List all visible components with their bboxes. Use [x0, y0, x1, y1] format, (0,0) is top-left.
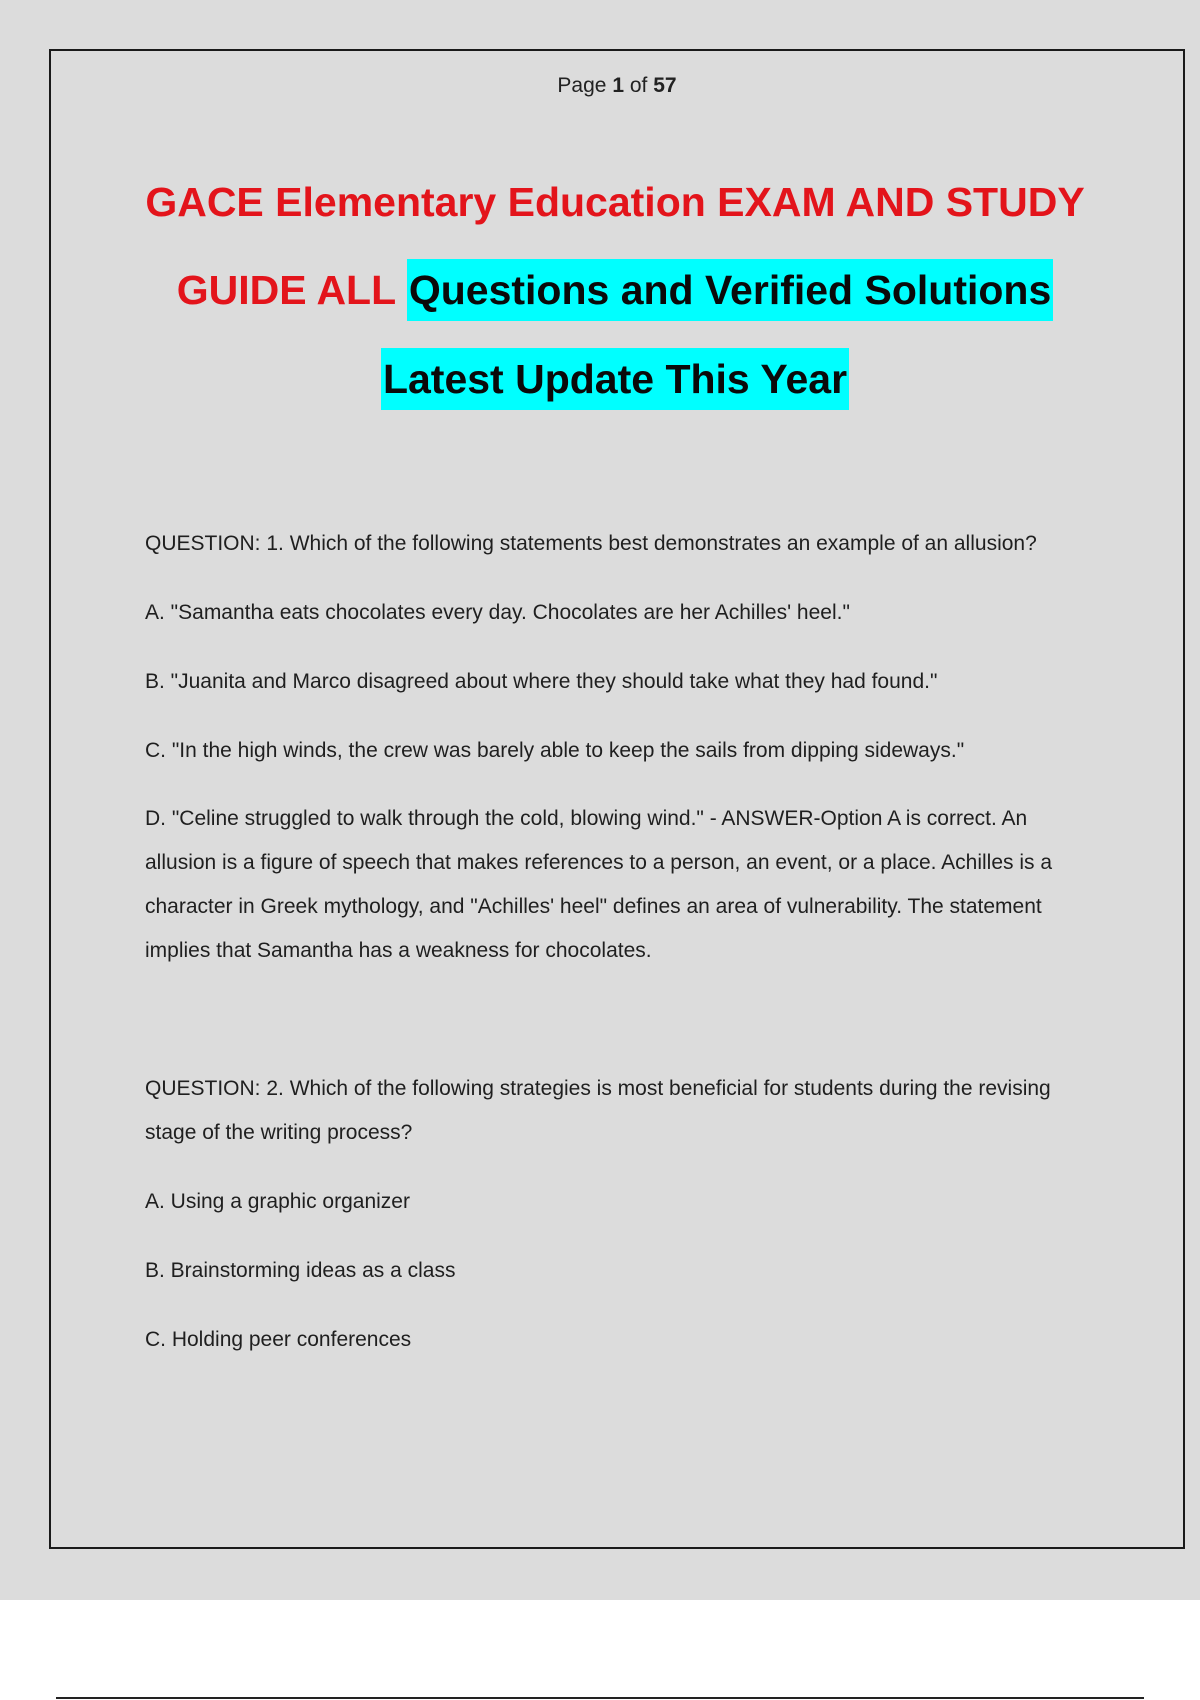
page-number: [0, 74, 1200, 98]
footer-divider: [56, 1697, 1144, 1699]
question-1-option-b: B. "Juanita and Marco disagreed about where they should take what they had found.": [145, 670, 938, 693]
page-label: Page: [557, 74, 607, 97]
page-total: 57: [653, 74, 677, 97]
question-2-option-b: B. Brainstorming ideas as a class: [145, 1259, 456, 1282]
document-title-line2: [130, 267, 1100, 313]
page-current: 1: [612, 74, 624, 97]
question-1-option-d-answer: D. "Celine struggled to walk through the cold, blowing wind." - ANSWER-Option A is correct. An allusion is a figure of speech that makes references to a person, an event, or a place. Achilles is a character in Greek mythology, and "Achilles' heel" defines an area of vulnerability. The statement implies that Samantha has a weakness for chocolates.: [145, 807, 1053, 962]
question-2-option-c: C. Holding peer conferences: [145, 1328, 412, 1351]
title-red-text: GUIDE ALL: [176, 267, 396, 313]
title-highlight-text: Questions and Verified Solutions: [407, 259, 1053, 321]
question-1-text: QUESTION: 1. Which of the following statements best demonstrates an example of an allusion?: [145, 532, 1037, 555]
document-title-line1: GACE Elementary Education EXAM AND STUDY: [145, 179, 1085, 225]
question-1-option-a: A. "Samantha eats chocolates every day. Chocolates are her Achilles' heel.": [145, 601, 850, 624]
question-2-text: QUESTION: 2. Which of the following strategies is most beneficial for students during the revising stage of the writing process?: [145, 1077, 1051, 1144]
question-1-option-c: C. "In the high winds, the crew was barely able to keep the sails from dipping sideways.": [145, 739, 965, 762]
page-of-label: of: [629, 74, 648, 97]
document-title-line3: [130, 356, 1100, 402]
title-highlight-text: Latest Update This Year: [381, 348, 849, 410]
question-2-option-a: A. Using a graphic organizer: [145, 1190, 410, 1213]
